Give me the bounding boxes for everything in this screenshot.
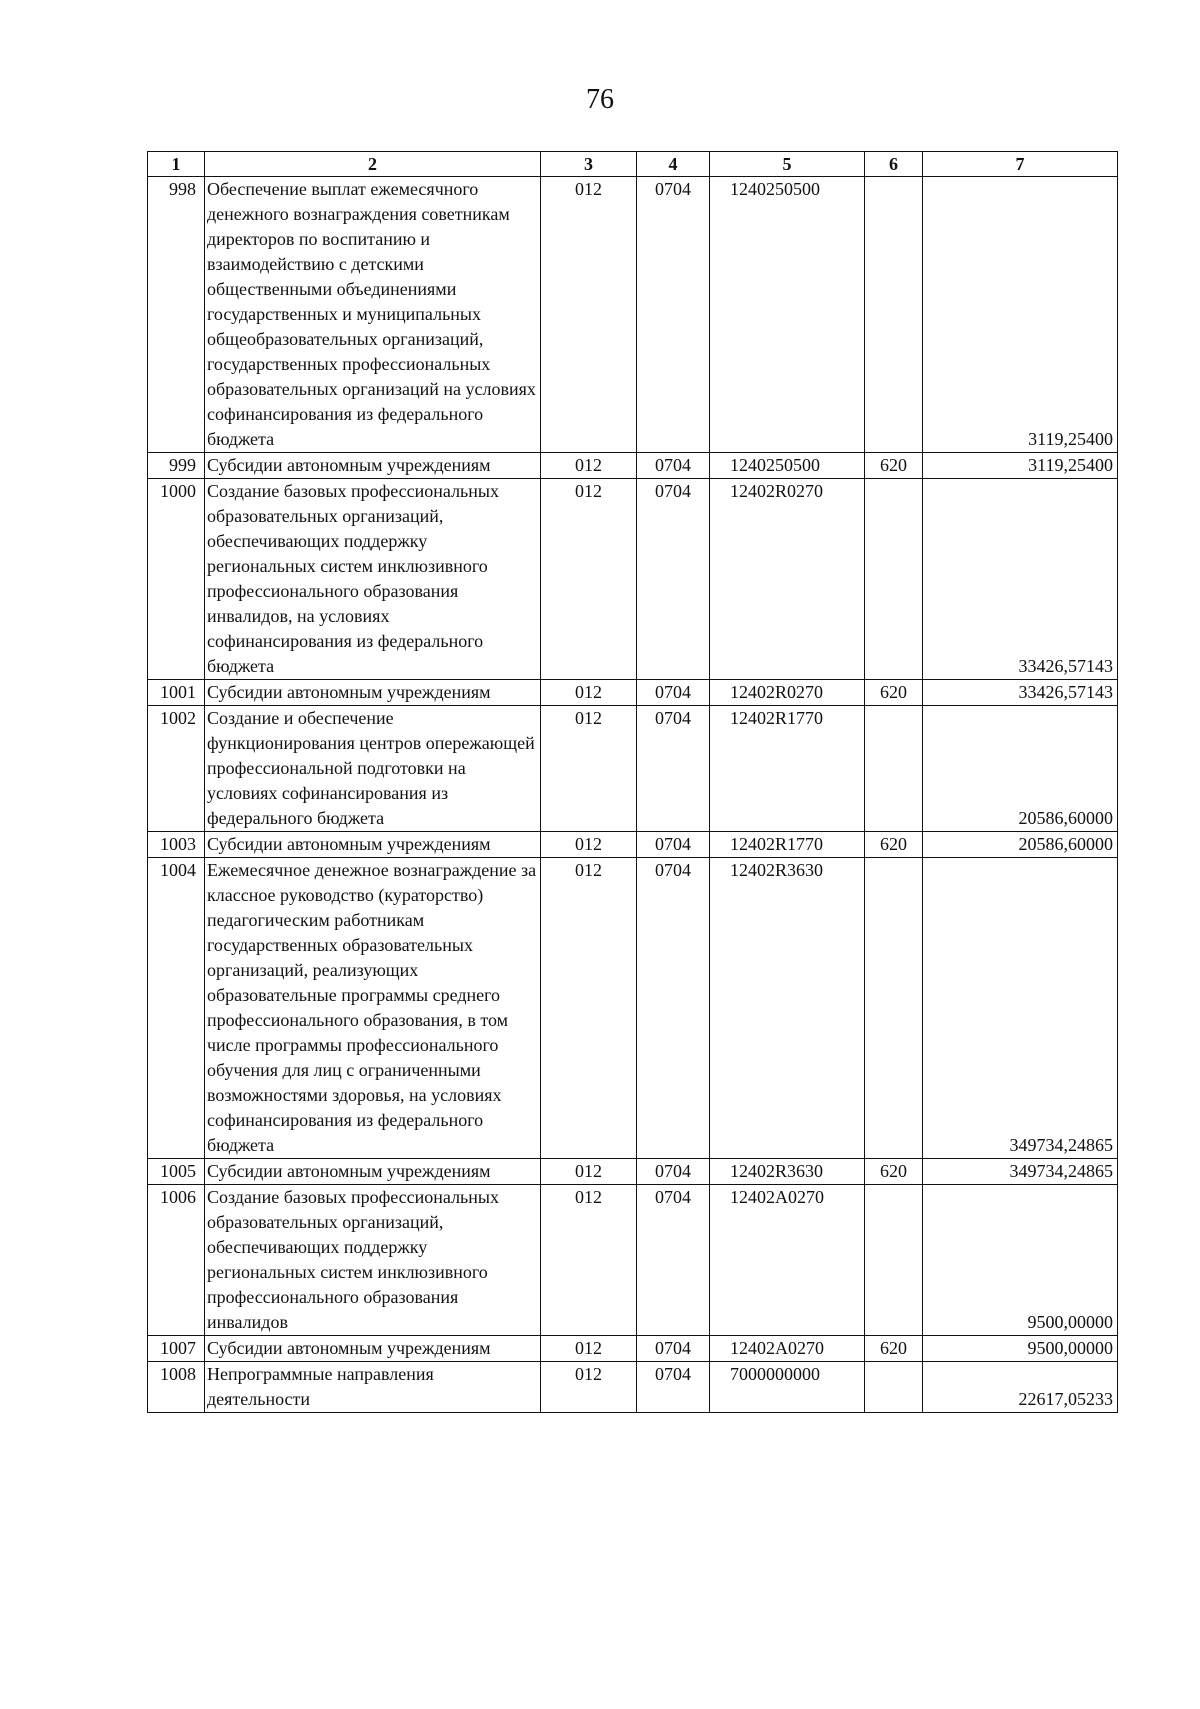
row-section-code: 0704	[637, 680, 710, 706]
row-amount: 20586,60000	[923, 706, 1118, 832]
row-section-code: 0704	[637, 858, 710, 1159]
row-amount: 33426,57143	[923, 680, 1118, 706]
col-header: 4	[637, 152, 710, 177]
row-target-code: 1240250500	[710, 177, 865, 453]
col-header: 1	[148, 152, 205, 177]
row-amount: 349734,24865	[923, 1159, 1118, 1185]
row-type-code	[865, 858, 923, 1159]
table-row	[148, 832, 1118, 858]
row-admin-code: 012	[541, 1362, 637, 1413]
header-row	[148, 152, 1118, 177]
col-header: 3	[541, 152, 637, 177]
row-type-code: 620	[865, 1159, 923, 1185]
row-amount: 9500,00000	[923, 1185, 1118, 1336]
row-section-code: 0704	[637, 1362, 710, 1413]
row-type-code: 620	[865, 832, 923, 858]
table-row	[148, 1159, 1118, 1185]
row-section-code: 0704	[637, 453, 710, 479]
row-target-code: 12402R1770	[710, 706, 865, 832]
row-admin-code: 012	[541, 858, 637, 1159]
row-target-code: 12402A0270	[710, 1336, 865, 1362]
row-section-code: 0704	[637, 1159, 710, 1185]
row-amount: 22617,05233	[923, 1362, 1118, 1413]
table-row	[148, 479, 1118, 680]
row-admin-code: 012	[541, 177, 637, 453]
row-name: Субсидии автономным учреждениям	[205, 832, 541, 858]
row-name: Создание базовых профессиональных образовательных организаций, обеспечивающих поддержку региональных систем инклюзивного профессионального образования инвалидов	[205, 1185, 541, 1336]
row-number: 1006	[148, 1185, 205, 1336]
row-admin-code: 012	[541, 479, 637, 680]
table-row	[148, 706, 1118, 832]
col-header: 6	[865, 152, 923, 177]
row-target-code: 12402R0270	[710, 479, 865, 680]
row-number: 1008	[148, 1362, 205, 1413]
row-amount: 9500,00000	[923, 1336, 1118, 1362]
row-admin-code: 012	[541, 832, 637, 858]
row-amount: 349734,24865	[923, 858, 1118, 1159]
row-name: Обеспечение выплат ежемесячного денежного вознаграждения советникам директоров по воспитанию и взаимодействию с детскими общественными объединениями государственных и муниципальных общеобразовательных организаций, государственных профессиональных образовательных организаций на условиях софинансирования из федерального бюджета	[205, 177, 541, 453]
row-target-code: 7000000000	[710, 1362, 865, 1413]
row-number: 1004	[148, 858, 205, 1159]
row-name: Ежемесячное денежное вознаграждение за классное руководство (кураторство) педагогическим работникам государственных образовательных организаций, реализующих образовательные программы среднего профессионального образования, в том числе программы профессионального обучения для лиц с ограниченными возможностями здоровья, на условиях софинансирования из федерального бюджета	[205, 858, 541, 1159]
row-type-code	[865, 1185, 923, 1336]
table-row	[148, 1185, 1118, 1336]
row-target-code: 12402R3630	[710, 1159, 865, 1185]
row-section-code: 0704	[637, 706, 710, 832]
row-section-code: 0704	[637, 1336, 710, 1362]
row-admin-code: 012	[541, 706, 637, 832]
row-target-code: 12402R3630	[710, 858, 865, 1159]
row-amount: 3119,25400	[923, 453, 1118, 479]
page-number: 76	[586, 84, 614, 115]
table-row	[148, 1362, 1118, 1413]
row-admin-code: 012	[541, 1185, 637, 1336]
row-name: Непрограммные направления деятельности	[205, 1362, 541, 1413]
row-number: 1001	[148, 680, 205, 706]
row-number: 1003	[148, 832, 205, 858]
row-name: Субсидии автономным учреждениям	[205, 680, 541, 706]
row-section-code: 0704	[637, 1185, 710, 1336]
row-number: 1000	[148, 479, 205, 680]
row-number: 998	[148, 177, 205, 453]
row-admin-code: 012	[541, 680, 637, 706]
table-row	[148, 680, 1118, 706]
row-amount: 33426,57143	[923, 479, 1118, 680]
row-name: Создание и обеспечение функционирования центров опережающей профессиональной подготовки на условиях софинансирования из федерального бюджета	[205, 706, 541, 832]
row-target-code: 12402R1770	[710, 832, 865, 858]
row-target-code: 1240250500	[710, 453, 865, 479]
row-section-code: 0704	[637, 832, 710, 858]
row-type-code: 620	[865, 680, 923, 706]
col-header: 2	[205, 152, 541, 177]
row-target-code: 12402A0270	[710, 1185, 865, 1336]
row-type-code	[865, 479, 923, 680]
row-number: 1002	[148, 706, 205, 832]
row-amount: 20586,60000	[923, 832, 1118, 858]
row-section-code: 0704	[637, 479, 710, 680]
row-target-code: 12402R0270	[710, 680, 865, 706]
table-row	[148, 858, 1118, 1159]
col-header: 7	[923, 152, 1118, 177]
table-row	[148, 453, 1118, 479]
table-row	[148, 1336, 1118, 1362]
row-type-code: 620	[865, 1336, 923, 1362]
row-type-code	[865, 1362, 923, 1413]
row-type-code	[865, 177, 923, 453]
row-type-code: 620	[865, 453, 923, 479]
row-section-code: 0704	[637, 177, 710, 453]
row-number: 1005	[148, 1159, 205, 1185]
table-row	[148, 177, 1118, 453]
row-admin-code: 012	[541, 1336, 637, 1362]
row-name: Создание базовых профессиональных образовательных организаций, обеспечивающих поддержку региональных систем инклюзивного профессионального образования инвалидов, на условиях софинансирования из федерального бюджета	[205, 479, 541, 680]
row-name: Субсидии автономным учреждениям	[205, 1159, 541, 1185]
row-amount: 3119,25400	[923, 177, 1118, 453]
row-number: 999	[148, 453, 205, 479]
row-number: 1007	[148, 1336, 205, 1362]
row-type-code	[865, 706, 923, 832]
row-admin-code: 012	[541, 453, 637, 479]
col-header: 5	[710, 152, 865, 177]
budget-table	[147, 151, 1118, 1413]
row-name: Субсидии автономным учреждениям	[205, 453, 541, 479]
row-admin-code: 012	[541, 1159, 637, 1185]
row-name: Субсидии автономным учреждениям	[205, 1336, 541, 1362]
